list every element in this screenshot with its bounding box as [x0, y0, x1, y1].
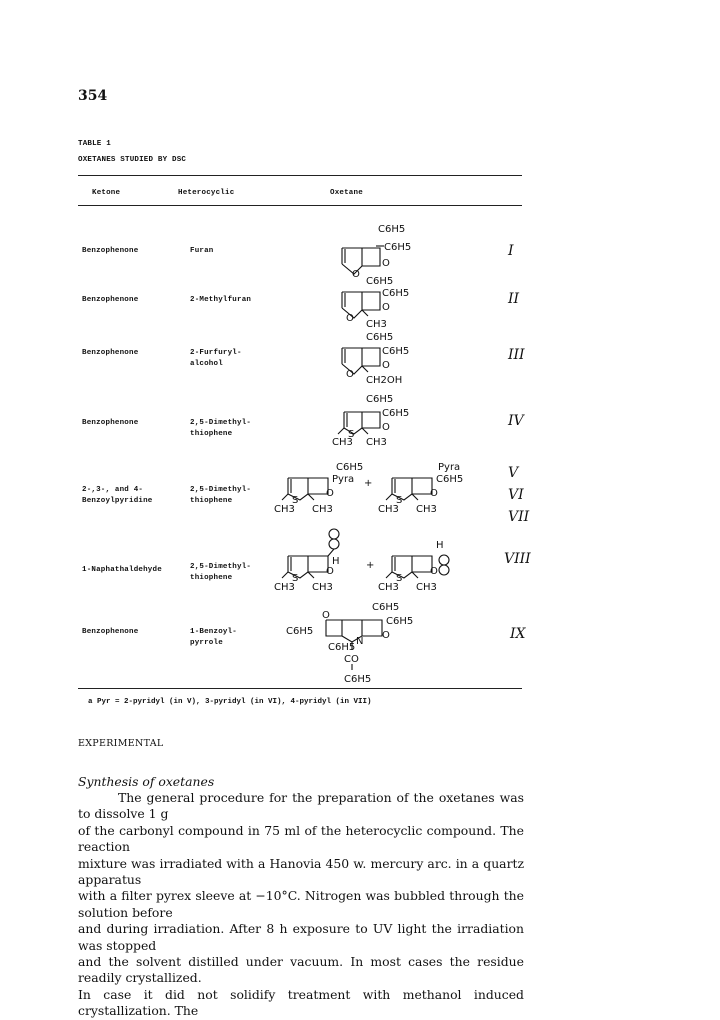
chem-label: C6H5 — [378, 224, 406, 235]
oxetane-structure-iv — [330, 388, 480, 450]
column-header-heterocyclic: Heterocyclic — [178, 189, 235, 197]
table-header-rule — [78, 205, 522, 206]
chem-label: O — [322, 610, 330, 621]
chem-label: C6H5 — [286, 626, 314, 637]
oxetane-structure-iii — [330, 326, 480, 388]
chem-label: CH3 — [378, 504, 399, 515]
chem-label: + — [364, 478, 373, 489]
body-paragraph — [78, 790, 524, 1020]
heterocyclic-cell: 2,5-Dimethyl- thiophene — [190, 419, 252, 438]
chem-label: Pyra — [332, 474, 355, 485]
chem-label: O — [382, 258, 390, 269]
body-line: The general procedure for the preparation of the oxetanes was to dissolve 1 g — [78, 790, 524, 822]
body-line: and during irradiation. After 8 h exposure to UV light the irradiation was stopped — [78, 921, 524, 953]
body-line: mixture was irradiated with a Hanovia 450 w. mercury arc. in a quartz apparatus — [78, 855, 524, 888]
body-line: with a filter pyrex sleeve at −10°C. Nitrogen was bubbled through the solution before — [78, 888, 524, 920]
chem-label: C6H5 — [384, 242, 412, 253]
column-header-oxetane: Oxetane — [330, 189, 363, 197]
chem-label: C6H5 — [382, 346, 410, 357]
table-caption: OXETANES STUDIED BY DSC — [78, 156, 187, 164]
chem-label: C6H5 — [382, 408, 410, 419]
section-title: EXPERIMENTAL — [78, 738, 164, 749]
body-line: In case it did not solidify treatment with methanol induced crystallization. The — [78, 986, 524, 1019]
table-footnote: a Pyr = 2-pyridyl (in V), 3-pyridyl (in VI), 4-pyridyl (in VII) — [88, 698, 372, 706]
chem-label: CH3 — [378, 582, 399, 593]
chem-label: CH3 — [274, 504, 295, 515]
chem-label: Pyra — [438, 462, 461, 473]
heterocyclic-cell: 2,5-Dimethyl- thiophene — [190, 486, 252, 505]
chem-label: O — [430, 488, 438, 499]
chem-label: CH3 — [416, 582, 437, 593]
heterocyclic-cell: 2-Methylfuran — [190, 296, 252, 304]
body-line: of the carbonyl compound in 75 ml of the heterocyclic compound. The reaction — [78, 822, 524, 855]
heterocyclic-cell: 1-Benzoyl- pyrrole — [190, 628, 238, 647]
ketone-cell: Benzophenone — [82, 296, 139, 304]
compound-number: V VI VII — [508, 465, 530, 525]
chem-label: H — [332, 556, 340, 567]
chem-label: O — [326, 566, 334, 577]
oxetane-structure-ii — [330, 270, 480, 332]
chem-label: CH2OH — [366, 375, 403, 386]
body-line: and the solvent distilled under vacuum. In most cases the residue readily crystallized. — [78, 954, 524, 986]
ketone-cell: 2-,3-, and 4- Benzoylpyridine — [82, 486, 153, 505]
table-label: TABLE 1 — [78, 140, 111, 148]
chem-label: H — [436, 540, 444, 551]
chem-label: C6H5 — [436, 474, 464, 485]
chem-label: C6H5 — [382, 288, 410, 299]
chem-label: C6H5 — [336, 462, 364, 473]
chem-label: C6H5 — [328, 642, 356, 653]
chem-label: S — [396, 495, 403, 506]
chem-label: O — [346, 313, 354, 324]
ketone-cell: Benzophenone — [82, 247, 139, 255]
chem-label: C6H5 — [386, 616, 414, 627]
chem-label: CH3 — [274, 582, 295, 593]
chem-label: O — [382, 360, 390, 371]
chem-label: S — [292, 573, 299, 584]
heterocyclic-cell: Furan — [190, 247, 214, 255]
table-bottom-rule — [78, 688, 522, 689]
chem-label: S — [348, 429, 355, 440]
oxetane-structure-v-vii — [268, 452, 508, 518]
chem-label: O — [382, 302, 390, 313]
compound-number: IV — [508, 413, 524, 429]
ketone-cell: 1-Naphathaldehyde — [82, 566, 162, 574]
chem-label: S — [292, 495, 299, 506]
chem-label: O — [352, 269, 360, 278]
compound-number: II — [508, 291, 520, 307]
chem-label: + — [366, 560, 375, 571]
table-top-rule — [78, 175, 522, 176]
oxetane-structure-viii — [268, 524, 508, 596]
chem-label: O — [346, 369, 354, 380]
compound-number: IX — [510, 626, 526, 642]
chem-label: CH3 — [366, 437, 387, 448]
ketone-cell: Benzophenone — [82, 628, 139, 636]
chem-label: C6H5 — [372, 602, 400, 613]
chem-label: O — [382, 422, 390, 433]
chem-label: CH3 — [416, 504, 437, 515]
chem-label: CH3 — [332, 437, 353, 448]
chem-label: CH3 — [312, 582, 333, 593]
chem-label: C6H5 — [366, 332, 394, 343]
chem-label: C6H5 — [366, 394, 394, 405]
chem-label: CO — [344, 654, 359, 665]
subsection-title: Synthesis of oxetanes — [78, 774, 215, 789]
chem-label: O — [430, 566, 438, 577]
chem-label: CH3 — [366, 319, 387, 330]
chem-label: N — [356, 636, 364, 647]
chem-label: S — [396, 573, 403, 584]
heterocyclic-cell: 2,5-Dimethyl- thiophene — [190, 563, 252, 582]
oxetane-structure-ix — [286, 598, 486, 684]
compound-number: I — [508, 243, 514, 259]
chem-label: CH3 — [312, 504, 333, 515]
chem-label: O — [326, 488, 334, 499]
ketone-cell: Benzophenone — [82, 349, 139, 357]
heterocyclic-cell: 2-Furfuryl- alcohol — [190, 349, 242, 368]
compound-number: VIII — [504, 551, 531, 567]
ketone-cell: Benzophenone — [82, 419, 139, 427]
column-header-ketone: Ketone — [92, 189, 121, 197]
chem-label: C6H5 — [344, 674, 372, 684]
chem-label: C6H5 — [366, 276, 394, 287]
compound-number: III — [508, 347, 525, 363]
oxetane-structure-i — [330, 218, 480, 278]
chem-label: O — [382, 630, 390, 641]
page-number: 354 — [78, 88, 108, 104]
